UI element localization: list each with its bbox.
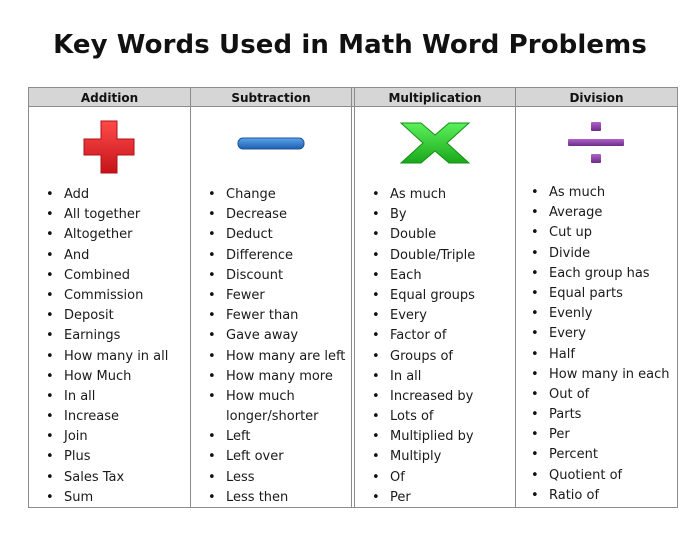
list-item: • Less then [208,488,345,508]
list-item: • Add [46,185,168,205]
list-item: • In all [372,367,475,387]
page-title: Key Words Used in Math Word Problems [53,30,647,60]
list-item: • Increased by [372,387,475,407]
list-item: • Fewer [208,286,345,306]
list-item: • Multiply [372,447,475,467]
keyword-list-multiplication [372,185,475,508]
list-item: • Per [531,425,670,445]
list-item: • Quotient of [531,466,670,486]
list-item: • Sales Tax [46,468,168,488]
column-header-subtraction: Subtraction [231,91,311,105]
list-item: • Commission [46,286,168,306]
list-item: • And [46,246,168,266]
list-item: • By [372,205,475,225]
divide-icon [566,120,626,168]
column-header-addition: Addition [80,91,139,105]
plus-icon [82,119,136,175]
list-item: • All together [46,205,168,225]
list-item: • Factor of [372,326,475,346]
list-item: • Altogether [46,225,168,245]
list-item: • Change [208,185,345,205]
list-item: • Fewer than [208,306,345,326]
list-item: • Half [531,345,670,365]
list-item: • Lots of [372,407,475,427]
list-item: • How much [208,387,345,407]
list-item: • Each group has [531,264,670,284]
list-item: • Earnings [46,326,168,346]
list-item: • Equal groups [372,286,475,306]
list-item: • Increase [46,407,168,427]
list-item: • Double/Triple [372,246,475,266]
list-item: • How many in all [46,347,168,367]
list-item: • As much [372,185,475,205]
list-item: • Each [372,266,475,286]
list-item: • Ratio of [531,486,670,506]
list-item: • Out of [531,385,670,405]
list-item: • Decrease [208,205,345,225]
list-item: • Left [208,427,345,447]
list-item: • Gave away [208,326,345,346]
list-item: • Every [372,306,475,326]
list-item: • Sum [46,488,168,508]
list-item: • Left over [208,447,345,467]
list-item: • Double [372,225,475,245]
list-item: • Less [208,468,345,488]
list-item: • Deduct [208,225,345,245]
list-item: • Parts [531,405,670,425]
column-division [516,88,677,507]
list-item-continuation: longer/shorter [226,409,319,425]
list-item: • Plus [46,447,168,467]
list-item: • How many more [208,367,345,387]
column-header-division: Division [569,91,624,105]
list-item: • Average [531,203,670,223]
list-item: • Evenly [531,304,670,324]
list-item: • Combined [46,266,168,286]
list-item: • Of [372,468,475,488]
list-item: • How many are left [208,347,345,367]
keyword-list-subtraction [208,185,345,508]
keyword-list-addition [46,185,168,508]
list-item: • Multiplied by [372,427,475,447]
list-item: • Percent [531,445,670,465]
list-item: • Discount [208,266,345,286]
list-item: • Deposit [46,306,168,326]
list-item: • As much [531,183,670,203]
times-icon [399,121,471,165]
list-item: • Difference [208,246,345,266]
list-item: • Equal parts [531,284,670,304]
list-item: • Every [531,324,670,344]
list-item: • Groups of [372,347,475,367]
list-item: • Cut up [531,223,670,243]
keywords-table [28,87,678,508]
column-addition [29,88,190,507]
column-multiplication [355,88,515,507]
list-item: • In all [46,387,168,407]
column-subtraction [191,88,351,507]
list-item: • Divide [531,244,670,264]
list-item: • How Much [46,367,168,387]
list-item: • How many in each [531,365,670,385]
list-item: • Per [372,488,475,508]
minus-icon [237,136,305,152]
column-header-multiplication: Multiplication [388,91,482,105]
keyword-list-division [531,183,670,506]
list-item: • Join [46,427,168,447]
